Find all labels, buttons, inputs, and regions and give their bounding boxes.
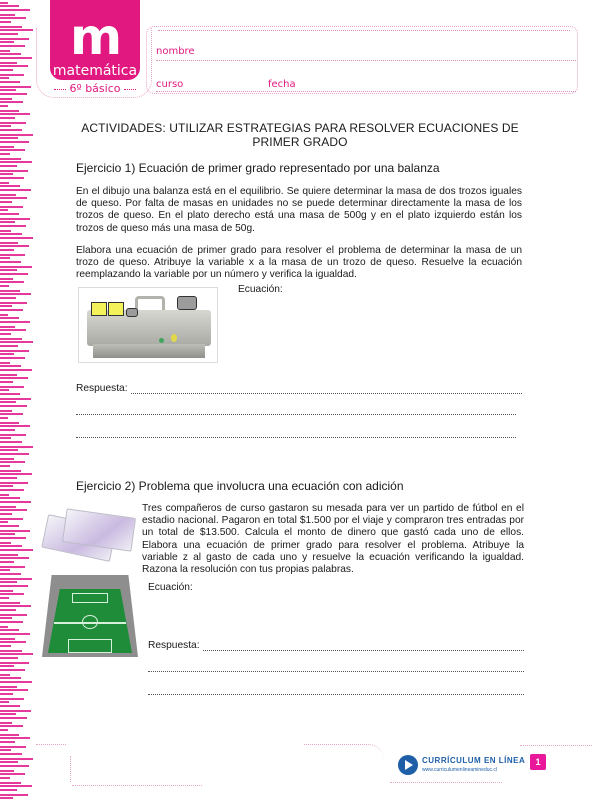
strip-line (0, 65, 28, 67)
strip-line (0, 113, 30, 115)
strip-line (0, 638, 15, 640)
pitch-line (54, 622, 126, 624)
strip-line (0, 689, 28, 691)
footer-decoration (390, 782, 502, 783)
logo-subject: matemática (52, 63, 138, 79)
strip-line (0, 617, 12, 619)
exercise1-equation-area[interactable] (238, 298, 528, 362)
strip-line (0, 237, 33, 239)
strip-line (0, 170, 28, 172)
strip-line (0, 602, 20, 604)
strip-line (0, 297, 16, 299)
strip-line (0, 2, 8, 4)
strip-line (0, 542, 11, 544)
logo-letter: m (69, 8, 121, 66)
strip-line (0, 506, 16, 508)
strip-line (0, 585, 28, 587)
strip-line (0, 146, 14, 148)
strip-line (0, 345, 18, 347)
strip-line (0, 197, 27, 199)
strip-line (0, 770, 14, 772)
strip-line (0, 86, 31, 88)
strip-line (0, 98, 12, 100)
strip-line (0, 230, 11, 232)
strip-line (0, 465, 10, 467)
strip-line (0, 722, 12, 724)
pitch-line (72, 593, 108, 603)
exercise2-answer-line-2[interactable] (148, 671, 524, 672)
publisher-name: CURRÍCULUM EN LÍNEA (422, 756, 526, 765)
strip-line (0, 213, 19, 215)
strip-line (0, 374, 17, 376)
strip-line (0, 501, 31, 503)
strip-line (0, 758, 33, 760)
strip-line (0, 249, 14, 251)
strip-line (0, 734, 19, 736)
strip-line (0, 273, 28, 275)
strip-line (0, 134, 33, 136)
strip-line (0, 257, 10, 259)
exercise2-heading: Ejercicio 2) Problema que involucra una ecuación con adición (76, 479, 404, 493)
strip-line (0, 129, 22, 131)
strip-line (0, 33, 18, 35)
strip-line (0, 57, 32, 59)
strip-line (0, 653, 33, 655)
strip-line (0, 293, 31, 295)
strip-line (0, 117, 15, 119)
strip-line (0, 158, 21, 160)
strip-line (0, 737, 30, 739)
strip-line (0, 362, 10, 364)
strip-line (0, 398, 31, 400)
strip-line (0, 386, 24, 388)
strip-line (0, 225, 26, 227)
strip-line (0, 425, 30, 427)
football-tickets-image (42, 503, 138, 563)
strip-line (0, 413, 23, 415)
strip-line (0, 629, 19, 631)
strip-line (0, 221, 15, 223)
strip-line (0, 605, 31, 607)
strip-line (0, 285, 9, 287)
strip-line (0, 717, 27, 719)
strip-line (0, 693, 13, 695)
strip-line (0, 309, 23, 311)
strip-line (0, 137, 18, 139)
strip-line (0, 549, 33, 551)
strip-line (0, 473, 32, 475)
strip-line (0, 434, 26, 436)
strip-line (0, 489, 24, 491)
strip-line (0, 89, 16, 91)
strip-line (0, 749, 11, 751)
strip-line (0, 177, 24, 179)
strip-line (0, 9, 30, 11)
strip-line (0, 446, 33, 448)
strip-line (0, 122, 26, 124)
exercise2-answer-label: Respuesta: (148, 640, 200, 651)
strip-line (0, 405, 27, 407)
strip-line (0, 645, 11, 647)
strip-line (0, 105, 8, 107)
strip-line (0, 566, 25, 568)
balance-base (93, 344, 205, 358)
strip-line (0, 609, 16, 611)
strip-line (0, 377, 28, 379)
course-date-field[interactable] (156, 91, 576, 92)
strip-line (0, 209, 8, 211)
strip-line (0, 125, 11, 127)
strip-line (0, 329, 26, 331)
strip-line (0, 189, 31, 191)
strip-line (0, 206, 23, 208)
strip-line (0, 269, 17, 271)
strip-line (0, 305, 12, 307)
strip-line (0, 381, 13, 383)
football-stadium-image (42, 575, 138, 657)
strip-line (0, 569, 10, 571)
strip-line (0, 797, 13, 799)
grade-label: 6º básico (44, 82, 146, 95)
strip-line (0, 194, 16, 196)
strip-line (0, 266, 32, 268)
strip-line (0, 110, 19, 112)
date-label: fecha (268, 79, 296, 90)
exercise2-equation-area[interactable] (148, 596, 524, 636)
strip-line (0, 62, 17, 64)
name-field[interactable] (156, 60, 576, 61)
strip-line (0, 417, 8, 419)
strip-line (0, 593, 24, 595)
strip-line (0, 254, 25, 256)
strip-line (0, 677, 21, 679)
exercise2-answer-line-1[interactable] (148, 650, 524, 651)
strip-line (0, 525, 19, 527)
strip-line (0, 302, 27, 304)
decorative-side-strip (0, 0, 34, 800)
strip-line (0, 26, 22, 28)
strip-line (0, 545, 22, 547)
strip-line (0, 317, 19, 319)
strip-line (0, 357, 25, 359)
strip-line (0, 350, 29, 352)
strip-line (0, 761, 18, 763)
strip-line (0, 578, 32, 580)
strip-line (0, 461, 25, 463)
exercise1-answer-line-2[interactable] (76, 414, 516, 415)
strip-line (0, 17, 26, 19)
large-weight-icon (177, 296, 197, 310)
strip-line (0, 701, 9, 703)
strip-line (0, 410, 12, 412)
strip-line (0, 233, 22, 235)
strip-line (0, 458, 14, 460)
strip-line (0, 453, 29, 455)
strip-line (0, 182, 9, 184)
strip-line (0, 242, 18, 244)
strip-line (0, 657, 18, 659)
strip-line (0, 201, 12, 203)
course-label: curso (156, 79, 184, 90)
strip-line (0, 29, 33, 31)
cheese-piece-icon (108, 302, 124, 316)
strip-line (0, 765, 29, 767)
strip-line (0, 333, 11, 335)
strip-line (0, 5, 19, 7)
page-title: ACTIVIDADES: UTILIZAR ESTRATEGIAS PARA RESOLVER ECUACIONES DE PRIMER GRADO (81, 121, 519, 149)
exercise1-answer-line-3[interactable] (76, 437, 516, 438)
strip-line (0, 482, 28, 484)
strip-line (0, 261, 21, 263)
exercise1-paragraph2: Elabora una ecuación de primer grado para resolver el problema de determinar la masa de un trozo de queso. Atribuye la variable x a la masa de un trozo de queso. Resuelve la ecuación reemplazando la variable por un número y verifica la igualdad. (76, 245, 522, 281)
publisher-url: www.curriculumenlineamineduc.cl (422, 767, 498, 773)
strip-line (0, 537, 26, 539)
balance-decoration (159, 338, 164, 343)
footer-decoration (304, 744, 384, 774)
strip-line (0, 290, 20, 292)
strip-line (0, 161, 32, 163)
strip-line (0, 321, 30, 323)
strip-line (0, 50, 10, 52)
strip-line (0, 698, 24, 700)
strip-line (0, 429, 15, 431)
strip-line (0, 81, 20, 83)
strip-line (0, 338, 22, 340)
strip-line (0, 789, 17, 791)
strip-line (0, 530, 30, 532)
exercise2-answer-line-3[interactable] (148, 694, 524, 695)
balance-scale-image (78, 287, 218, 363)
strip-line (0, 665, 14, 667)
strip-line (0, 518, 23, 520)
strip-line (0, 773, 25, 775)
page-number-badge: 1 (530, 754, 546, 770)
strip-line (0, 662, 29, 664)
strip-line (0, 437, 11, 439)
strip-line (0, 389, 9, 391)
footer-decoration (70, 756, 71, 782)
strip-line (0, 165, 17, 167)
footer-decoration (520, 745, 592, 746)
strip-line (0, 153, 10, 155)
strip-line (0, 557, 29, 559)
strip-line (0, 633, 30, 635)
strip-line (0, 725, 23, 727)
strip-line (0, 753, 22, 755)
exercise1-equation-label: Ecuación: (238, 284, 283, 295)
strip-line (0, 641, 26, 643)
footer-decoration (72, 785, 202, 786)
strip-line (0, 777, 10, 779)
strip-line (0, 614, 27, 616)
strip-line (0, 513, 12, 515)
strip-line (0, 533, 15, 535)
strip-line (0, 521, 8, 523)
publisher-play-icon (398, 755, 418, 775)
strip-line (0, 173, 13, 175)
strip-line (0, 365, 21, 367)
strip-line (0, 590, 13, 592)
strip-line (0, 149, 25, 151)
strip-line (0, 746, 26, 748)
strip-line (0, 53, 21, 55)
strip-line (0, 449, 18, 451)
strip-line (0, 509, 27, 511)
exercise2-paragraph: Tres compañeros de curso gastaron su mesada para ver un partido de fútbol en el estadio nacional. Pagaron en total $1.500 por el viaje y compraron tres entradas por un total de $13.500. Calcula el monto de dinero que gastó cada uno de ellos. Elabora una ecuación de primer grado para resolver el problema. Atribuye la variable z al gasto de cada uno y resuelve la ecuación verificando la igualdad. Razona la resolución con tus propias palabras. (142, 503, 524, 576)
strip-line (0, 341, 33, 343)
strip-line (0, 401, 16, 403)
exercise2-equation-label: Ecuación: (148, 582, 193, 593)
strip-line (0, 393, 20, 395)
strip-line (0, 218, 30, 220)
exercise1-answer-label: Respuesta: (76, 383, 128, 394)
strip-line (0, 69, 13, 71)
strip-line (0, 626, 8, 628)
strip-line (0, 41, 14, 43)
strip-line (0, 669, 25, 671)
strip-line (0, 785, 32, 787)
strip-line (0, 21, 11, 23)
small-weight-icon (126, 308, 138, 317)
strip-line (0, 729, 8, 731)
strip-line (0, 554, 18, 556)
exercise1-heading: Ejercicio 1) Ecuación de primer grado representado por una balanza (76, 161, 440, 175)
strip-line (0, 326, 15, 328)
strip-line (0, 477, 17, 479)
strip-line (0, 185, 20, 187)
strip-line (0, 369, 32, 371)
strip-line (0, 45, 25, 47)
balance-handle (135, 296, 165, 310)
strip-line (0, 281, 24, 283)
cheese-piece-icon (91, 302, 107, 316)
strip-line (0, 278, 13, 280)
strip-line (0, 681, 32, 683)
name-label: nombre (156, 46, 195, 57)
balance-decoration (171, 334, 177, 342)
strip-line (0, 794, 28, 796)
strip-line (0, 38, 29, 40)
subject-logo (50, 0, 140, 80)
strip-line (0, 485, 13, 487)
strip-line (0, 422, 19, 424)
strip-line (0, 14, 15, 16)
strip-line (0, 597, 9, 599)
strip-line (0, 573, 21, 575)
header-top-line (158, 30, 570, 31)
strip-line (0, 497, 20, 499)
strip-line (0, 314, 8, 316)
strip-line (0, 650, 22, 652)
strip-line (0, 581, 17, 583)
strip-line (0, 74, 24, 76)
strip-line (0, 353, 14, 355)
strip-line (0, 101, 23, 103)
strip-line (0, 710, 31, 712)
footer-decoration (36, 744, 66, 745)
strip-line (0, 494, 9, 496)
strip-line (0, 561, 14, 563)
exercise1-paragraph1: En el dibujo una balanza está en el equilibrio. Se quiere determinar la masa de dos trozos iguales de queso. Por falta de masas en unidades no se puede determinar directamente la masa de los trozos de queso. En el plato derecho está una masa de 500g y en el plato izquierdo están los trozos de queso más una masa de 50g. (76, 186, 522, 234)
strip-line (0, 93, 27, 95)
strip-line (0, 674, 10, 676)
strip-line (0, 741, 15, 743)
exercise1-answer-line-1[interactable] (76, 393, 522, 394)
strip-line (0, 441, 22, 443)
strip-line (0, 141, 29, 143)
strip-line (0, 77, 9, 79)
strip-line (0, 686, 17, 688)
strip-line (0, 470, 21, 472)
pitch-line (68, 639, 112, 653)
strip-line (0, 713, 16, 715)
strip-line (0, 705, 20, 707)
strip-line (0, 245, 29, 247)
strip-line (0, 782, 21, 784)
strip-line (0, 621, 23, 623)
